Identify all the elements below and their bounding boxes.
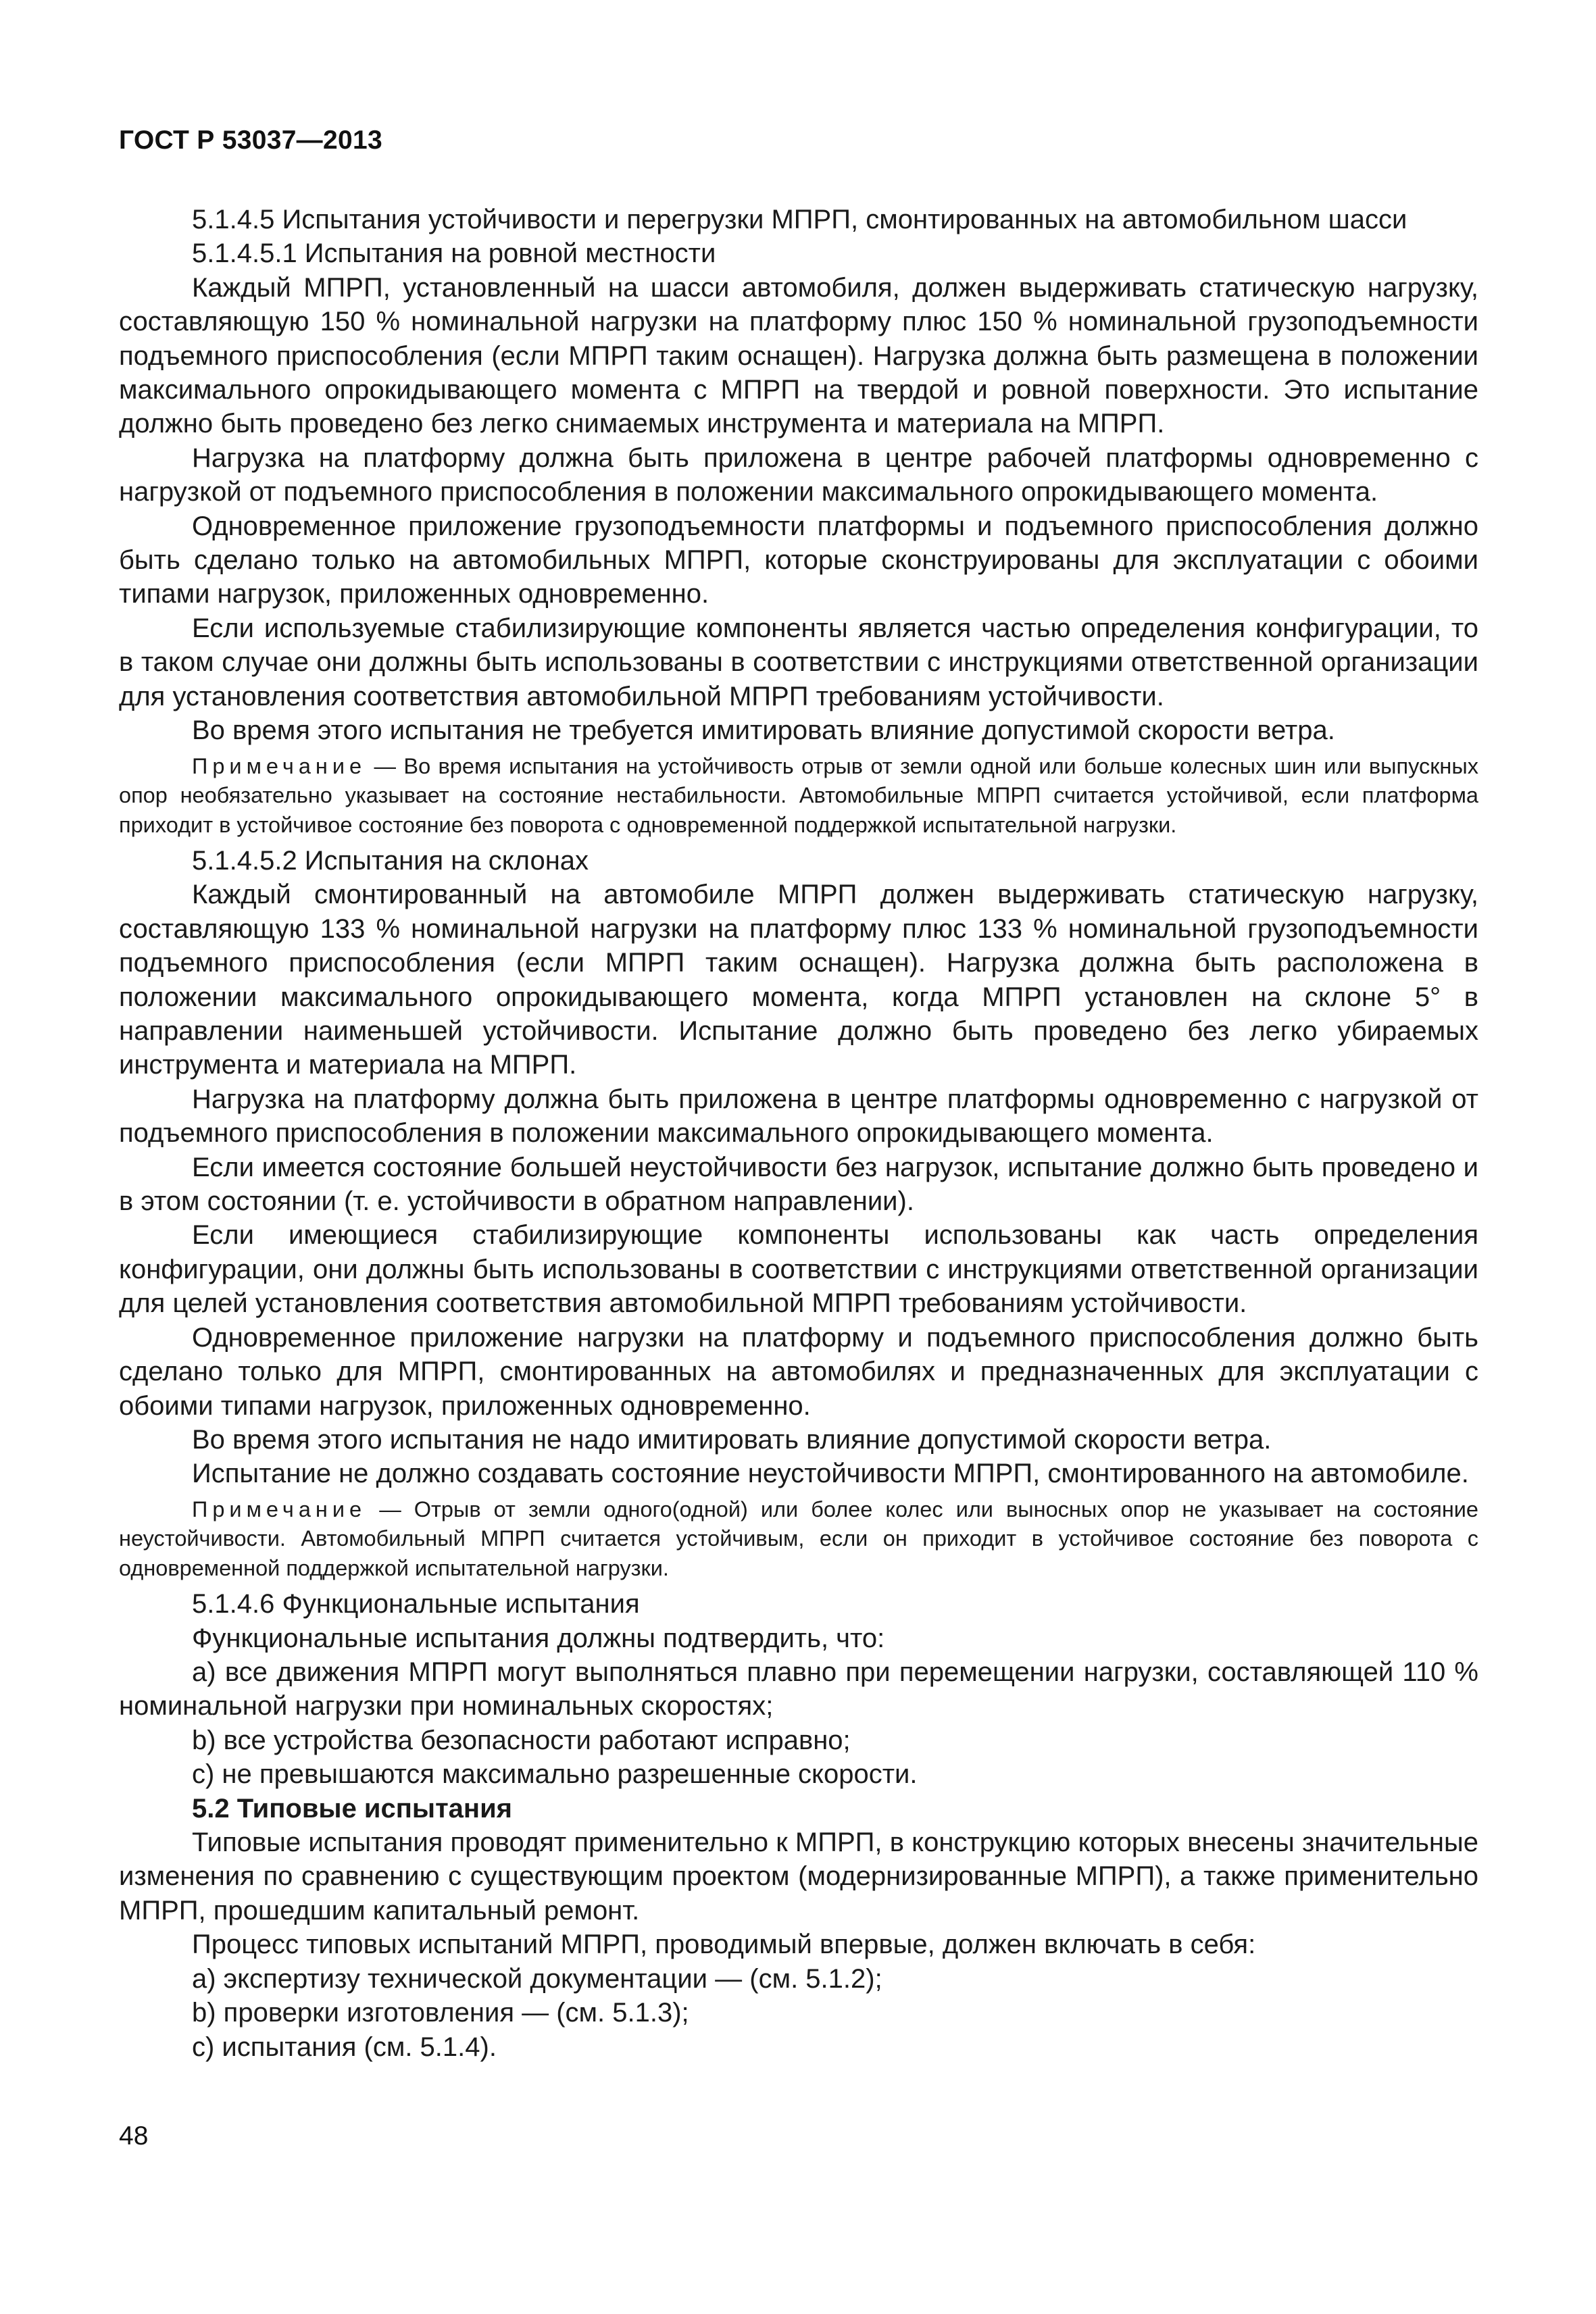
note-text: — Отрыв от земли одного(одной) или более колес или выносных опор не указывает на состояние неустойчивости. Автомобильный МПРП считается устойчивым, если он приходит в устойчивое состояние без поворота с одновременной поддержкой испытательной нагрузки. — [119, 1496, 1478, 1580]
body-paragraph: Типовые испытания проводят применительно к МПРП, в конструкцию которых внесены значительные изменения по сравнению с существующим проектом (модернизированные МПРП), а также применительно МПРП, прошедшим капитальный ремонт. — [119, 1828, 1478, 1926]
list-item: b) проверки изготовления — (см. 5.1.3); — [192, 1998, 689, 2028]
note-label: Примечание — [192, 753, 367, 778]
document-body — [119, 203, 1478, 2064]
page-number: 48 — [119, 2121, 149, 2150]
body-paragraph: Если имеющиеся стабилизирующие компоненты использованы как часть определения конфигурации, они должны быть использованы в соответствии с инструкциями ответственной организации для целей установления соответствия автомобильной МПРП требованиям устойчивости. — [119, 1220, 1478, 1319]
body-paragraph: Одновременное приложение нагрузки на платформу и подъемного приспособления должно быть сделано только для МПРП, смонтированных на автомобилях и предназначенных для эксплуатации с обоими типами нагрузок, приложенных одновременно. — [119, 1322, 1478, 1421]
list-item: c) не превышаются максимально разрешенные скорости. — [192, 1759, 918, 1790]
body-paragraph: Нагрузка на платформу должна быть приложена в центре платформы одновременно с нагрузкой от подъемного приспособления в положении максимального опрокидывающего момента. — [119, 1084, 1478, 1149]
clause-title: 5.1.4.5 Испытания устойчивости и перегрузки МПРП, смонтированных на автомобильном шасси — [192, 205, 1407, 234]
list-item: a) все движения МПРП могут выполняться плавно при перемещении нагрузки, составляющей 110 % номинальной нагрузки при номинальных скоростях; — [119, 1657, 1478, 1721]
body-paragraph: Во время этого испытания не требуется имитировать влияние допустимой скорости ветра. — [192, 715, 1335, 746]
body-paragraph: Каждый смонтированный на автомобиле МПРП должен выдерживать статическую нагрузку, составляющую 133 % номинальной нагрузки на платформу плюс 133 % номинальной грузоподъемности подъемного приспособления (если МПРП таким оснащен). Нагрузка должна быть расположена в положении максимального опрокидывающего момента, когда МПРП установлен на склоне 5° в направлении наименьшей устойчивости. Испытание должно быть проведено без легко убираемых инструмента и материала на МПРП. — [119, 880, 1478, 1080]
document-code-header: ГОСТ Р 53037—2013 — [119, 126, 382, 155]
note-text: — Во время испытания на устойчивость отрыв от земли одной или больше колесных шин или выпускных опор необязательно указывает на состояние нестабильности. Автомобильные МПРП считается устойчивой, если платформа приходит в устойчивое состояние без поворота с одновременной поддержкой испытательной нагрузки. — [119, 753, 1478, 837]
body-paragraph: Процесс типовых испытаний МПРП, проводимый впервые, должен включать в себя: — [192, 1930, 1256, 1960]
list-item: b) все устройства безопасности работают исправно; — [192, 1725, 851, 1755]
body-paragraph: Испытание не должно создавать состояние неустойчивости МПРП, смонтированного на автомобиле. — [192, 1459, 1469, 1489]
body-paragraph: Функциональные испытания должны подтвердить, что: — [192, 1623, 885, 1653]
section-heading: 5.2 Типовые испытания — [192, 1793, 513, 1823]
body-paragraph: Каждый МПРП, установленный на шасси автомобиля, должен выдерживать статическую нагрузку, составляющую 150 % номинальной нагрузки на платформу плюс 150 % номинальной грузоподъемности подъемного приспособления (если МПРП таким оснащен). Нагрузка должна быть размещена в положении максимального опрокидывающего момента с МПРП на твердой и ровной поверхности. Это испытание должно быть проведено без легко снимаемых инструмента и материала на МПРП. — [119, 272, 1478, 439]
body-paragraph: Нагрузка на платформу должна быть приложена в центре рабочей платформы одновременно с нагрузкой от подъемного приспособления в положении максимального опрокидывающего момента. — [119, 443, 1478, 507]
note-paragraph — [119, 752, 1478, 840]
body-paragraph: Если имеется состояние большей неустойчивости без нагрузок, испытание должно быть проведено и в этом состоянии (т. е. устойчивости в обратном направлении). — [119, 1152, 1478, 1217]
body-paragraph: Если используемые стабилизирующие компоненты является частью определения конфигурации, то в таком случае они должны быть использованы в соответствии с инструкциями ответственной организации для установления соответствия автомобильной МПРП требованиям устойчивости. — [119, 613, 1478, 711]
clause-title: 5.1.4.6 Функциональные испытания — [192, 1589, 640, 1619]
note-label: Примечание — [192, 1496, 367, 1521]
body-paragraph: Во время этого испытания не надо имитировать влияние допустимой скорости ветра. — [192, 1424, 1272, 1455]
list-item: c) испытания (см. 5.1.4). — [192, 2032, 497, 2062]
subclause-title: 5.1.4.5.2 Испытания на склонах — [192, 846, 589, 876]
subclause-title: 5.1.4.5.1 Испытания на ровной местности — [192, 238, 716, 269]
body-paragraph: Одновременное приложение грузоподъемности платформы и подъемного приспособления должно быть сделано только на автомобильных МПРП, которые сконструированы для эксплуатации с обоими типами нагрузок, приложенных одновременно. — [119, 511, 1478, 609]
note-paragraph — [119, 1495, 1478, 1584]
list-item: a) экспертизу технической документации — (см. 5.1.2); — [192, 1963, 882, 1994]
